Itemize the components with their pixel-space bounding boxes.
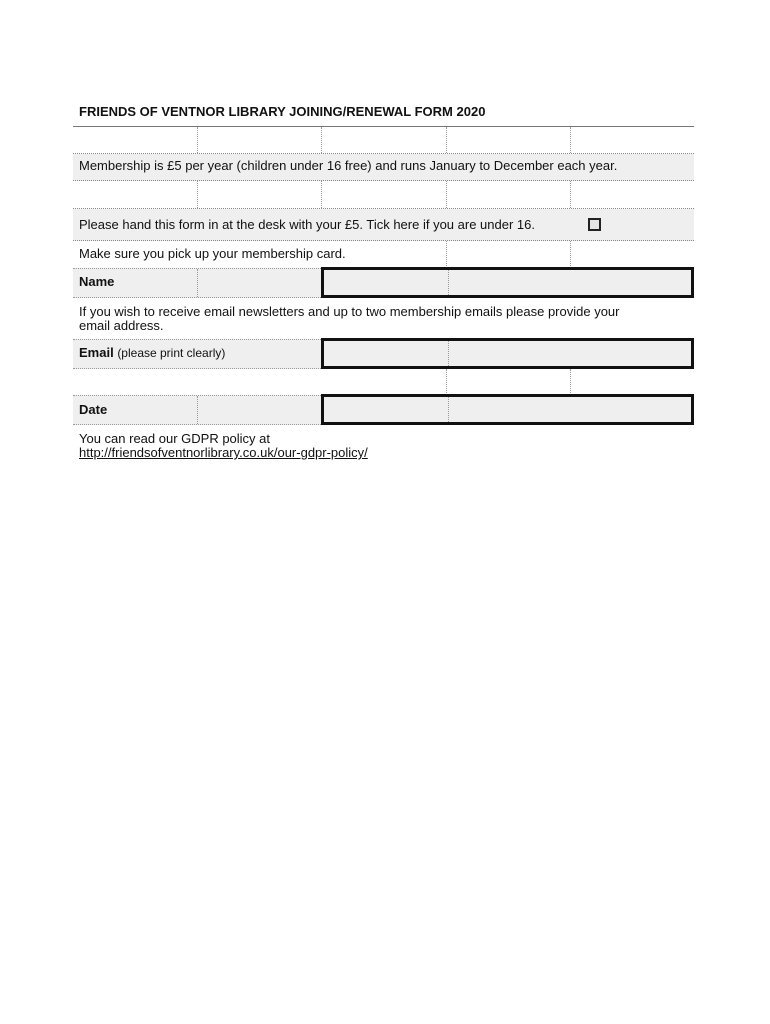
form-title: FRIENDS OF VENTNOR LIBRARY JOINING/RENEWAL FORM 2020	[79, 104, 486, 119]
date-label: Date	[79, 402, 108, 417]
hand-in-text: Please hand this form in at the desk with your £5. Tick here if you are under 16.	[79, 217, 535, 232]
email-label-group	[79, 345, 225, 360]
email-intro-line-1: If you wish to receive email newsletters and up to two membership emails please provide your	[79, 304, 620, 319]
membership-text: Membership is £5 per year (children under 16 free) and runs January to December each year.	[79, 158, 618, 173]
spacer-row-3	[73, 369, 694, 395]
spacer-row-1	[73, 127, 694, 154]
email-label: Email	[79, 345, 114, 360]
email-field[interactable]	[321, 338, 694, 369]
email-intro-line-2: email address.	[79, 318, 164, 333]
name-field[interactable]	[321, 267, 694, 298]
card-text: Make sure you pick up your membership card.	[79, 246, 346, 261]
gdpr-text: You can read our GDPR policy at	[79, 431, 271, 446]
spacer-row-2	[73, 181, 694, 209]
date-label-cell	[73, 395, 321, 425]
under-16-checkbox[interactable]	[588, 218, 601, 231]
email-hint: (please print clearly)	[117, 346, 226, 360]
gdpr-link-wrap	[79, 445, 368, 460]
date-field[interactable]	[321, 394, 694, 425]
gdpr-policy-link[interactable]: http://friendsofventnorlibrary.co.uk/our-gdpr-policy/	[79, 445, 368, 460]
name-label: Name	[79, 274, 115, 289]
